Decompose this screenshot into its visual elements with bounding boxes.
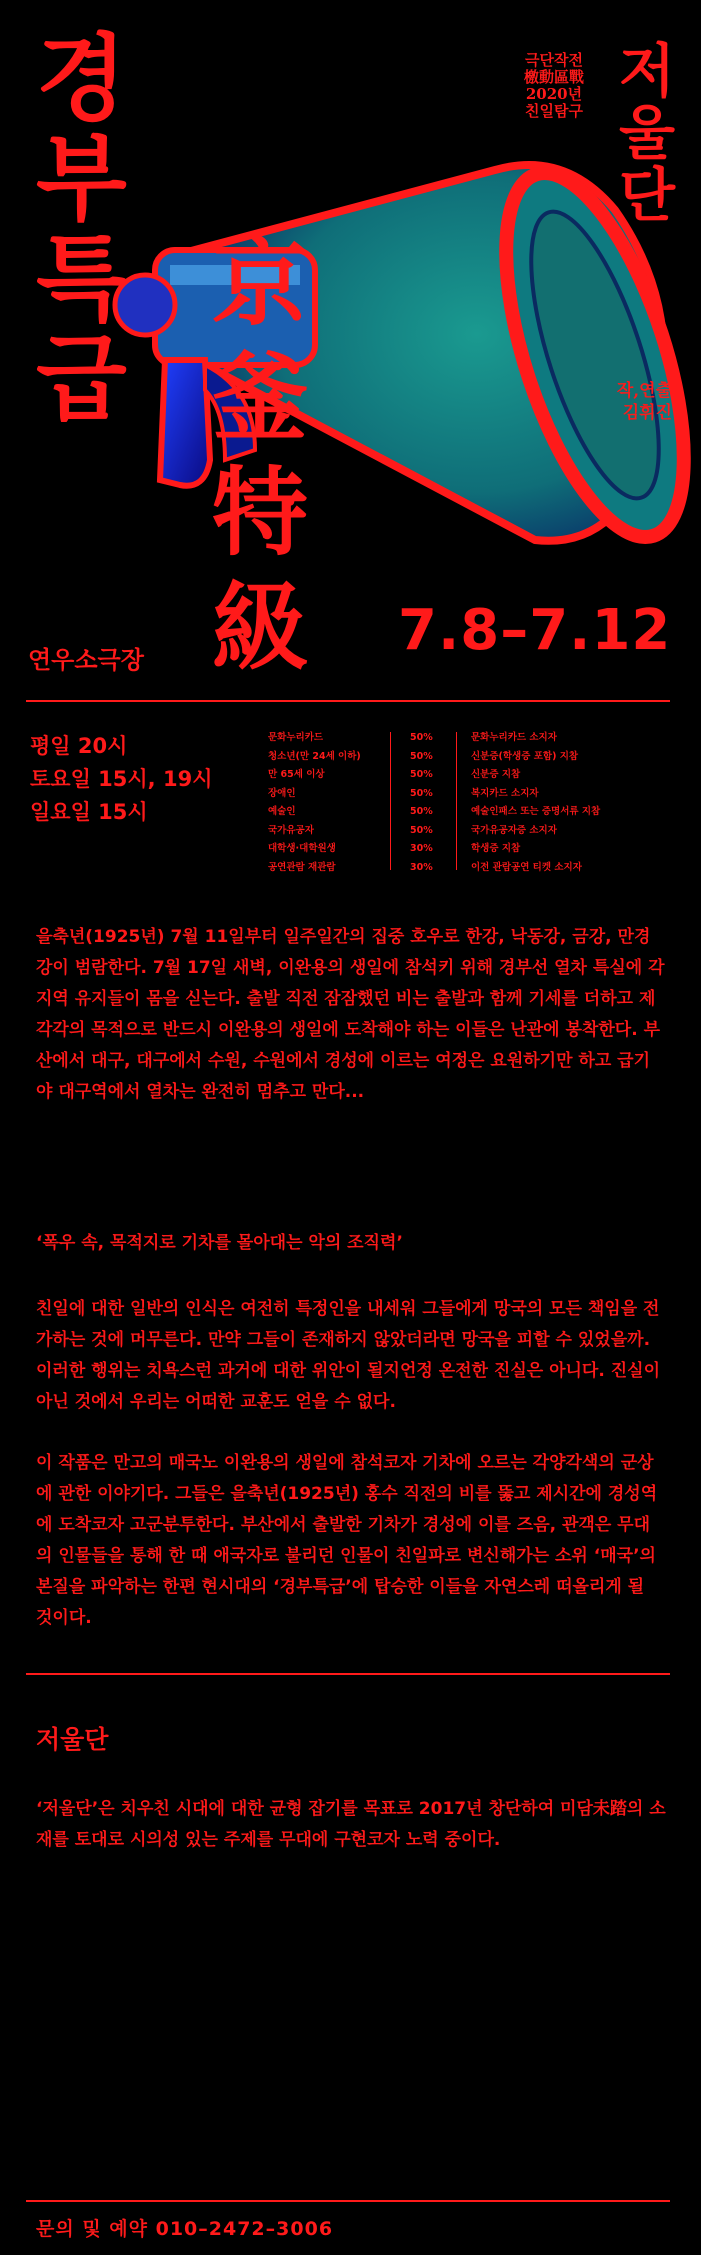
troupe-char: 저 (618, 37, 676, 105)
discount-label: 공연관람 재관람 (268, 861, 336, 873)
discount-rate: 30% (410, 843, 433, 854)
discount-condition: 이전 관람공연 티켓 소지자 (471, 861, 582, 873)
pull-quote: ‘폭우 속, 목적지로 기차를 몰아대는 악의 조직력’ (36, 1233, 403, 1253)
synopsis-text: 을축년(1925년) 7월 11일부터 일주일간의 집중 호우로 한강, 낙동강, 금강, 만경강이 범람한다. 7월 17일 새벽, 이완용의 생일에 참석키 위해 경부선 열차 특실에 각 지역 유지들이 몸을 싣는다. 출발 직전 잠잠했던 비는 출발과 함께 기세를 더하고 제각각의 목적으로 반드시 이완용의 생일에 도착해야 하는 이들은 난관에 봉착한다. 부산에서 대구, 대구에서 수원, 수원에서 경성에 이르는 여정은 요원하기만 하고 급기야 대구역에서 열차는 완전히 멈추고 만다... (36, 927, 665, 1102)
series-line: 친일탐구 (525, 102, 583, 120)
column-divider (456, 732, 457, 870)
description-paragraph: 이 작품은 만고의 매국노 이완용의 생일에 참석코자 기차에 오르는 각양각색의 군상에 관한 이야기다. 그들은 을축년(1925년) 홍수 직전의 비를 뚫고 제시간에 경성역에 도착코자 고군분투한다. 부산에서 출발한 기차가 경성에 이를 즈음, 관객은 무대의 인물들을 통해 한 때 애국자로 불리던 인물이 친일파로 변신해가는 소위 ‘매국’의 본질을 파악하는 한편 현시대의 ‘경부특급’에 탑승한 이들을 자연스레 떠올리게 될 것이다. (36, 1453, 658, 1628)
discount-condition: 신분증 지참 (471, 769, 521, 780)
schedule-sunday: 일요일 15시 (30, 800, 148, 824)
credit-role: 작,연출 (616, 381, 672, 401)
divider (26, 2200, 670, 2202)
discount-rate: 30% (410, 861, 433, 873)
hanja-char: 釜特 (212, 341, 308, 569)
hanja-title (195, 225, 325, 685)
schedule-times (30, 730, 212, 829)
performance-dates: 7.8–7.12 (398, 598, 672, 663)
series-label (512, 52, 596, 120)
troupe-description: ‘저울단’은 치우친 시대에 대한 균형 잡기를 목표로 2017년 창단하여 미담未踏의 소재를 토대로 시의성 있는 주제를 무대에 구현코자 노력 중이다. (36, 1799, 666, 1850)
megaphone-illustration (95, 130, 695, 600)
show-title (36, 25, 146, 434)
discount-condition: 국가유공자증 소지자 (471, 824, 557, 836)
discount-condition: 신분증(학생증 포함) 지참 (471, 750, 579, 762)
contact-info[interactable]: 문의 및 예약 010–2472–3006 (36, 2218, 334, 2240)
discount-rate: 50% (410, 824, 433, 836)
column-divider (390, 732, 391, 870)
hanja-char: 級 (212, 571, 308, 684)
discount-rates (410, 729, 440, 877)
series-line: 극단작전 (525, 51, 583, 69)
discount-label: 예술인 (268, 806, 296, 817)
series-line: 2020년 (525, 85, 583, 103)
credit-name: 김휘진 (622, 403, 672, 423)
discount-labels (268, 729, 378, 877)
description-paragraph: 친일에 대한 일반의 인식은 여전히 특정인을 내세워 그들에게 망국의 모든 책임을 전가하는 것에 머무른다. 만약 그들이 존재하지 않았더라면 망국을 피할 수 있었을까. 이러한 행위는 치욕스런 과거에 대한 위안이 될지언정 온전한 진실은 아니다. 진실이 아닌 것에서 우리는 어떠한 교훈도 얻을 수 없다. (36, 1299, 660, 1412)
venue-name: 연우소극장 (28, 646, 144, 674)
title-char: 부 (36, 125, 127, 234)
discount-label: 만 65세 이상 (268, 769, 325, 780)
troupe-heading: 저울단 (36, 1725, 109, 1754)
schedule-weekday: 평일 20시 (30, 734, 128, 758)
title-char: 급 (36, 325, 127, 434)
title-char: 특 (36, 225, 127, 334)
discount-rate: 50% (410, 787, 433, 799)
discount-condition: 학생증 지참 (471, 843, 521, 854)
hanja-char: 京 (212, 226, 308, 339)
discount-conditions (471, 729, 651, 877)
troupe-char: 울 (618, 99, 676, 167)
troupe-char: 단 (618, 161, 676, 229)
poster (0, 0, 701, 700)
discount-label: 문화누리카드 (268, 732, 324, 743)
discount-rate: 50% (410, 806, 433, 817)
series-line: 檄動區戰 (523, 68, 584, 86)
discount-label: 국가유공자 (268, 824, 314, 836)
discount-rate: 50% (410, 750, 433, 762)
discount-rate: 50% (410, 769, 433, 780)
schedule-saturday: 토요일 15시, 19시 (30, 767, 213, 791)
discount-label: 대학생·대학원생 (268, 843, 336, 854)
discount-rate: 50% (410, 732, 433, 743)
troupe-name (612, 37, 682, 229)
credit (592, 380, 672, 424)
discount-condition: 예술인패스 또는 증명서류 지참 (471, 806, 601, 817)
discount-condition: 복지카드 소지자 (471, 787, 539, 799)
divider (26, 1673, 670, 1675)
discount-label: 청소년(만 24세 이하) (268, 750, 361, 762)
title-char: 경 (36, 25, 127, 134)
divider (26, 700, 670, 702)
discount-condition: 문화누리카드 소지자 (471, 732, 557, 743)
discount-label: 장애인 (268, 787, 296, 799)
